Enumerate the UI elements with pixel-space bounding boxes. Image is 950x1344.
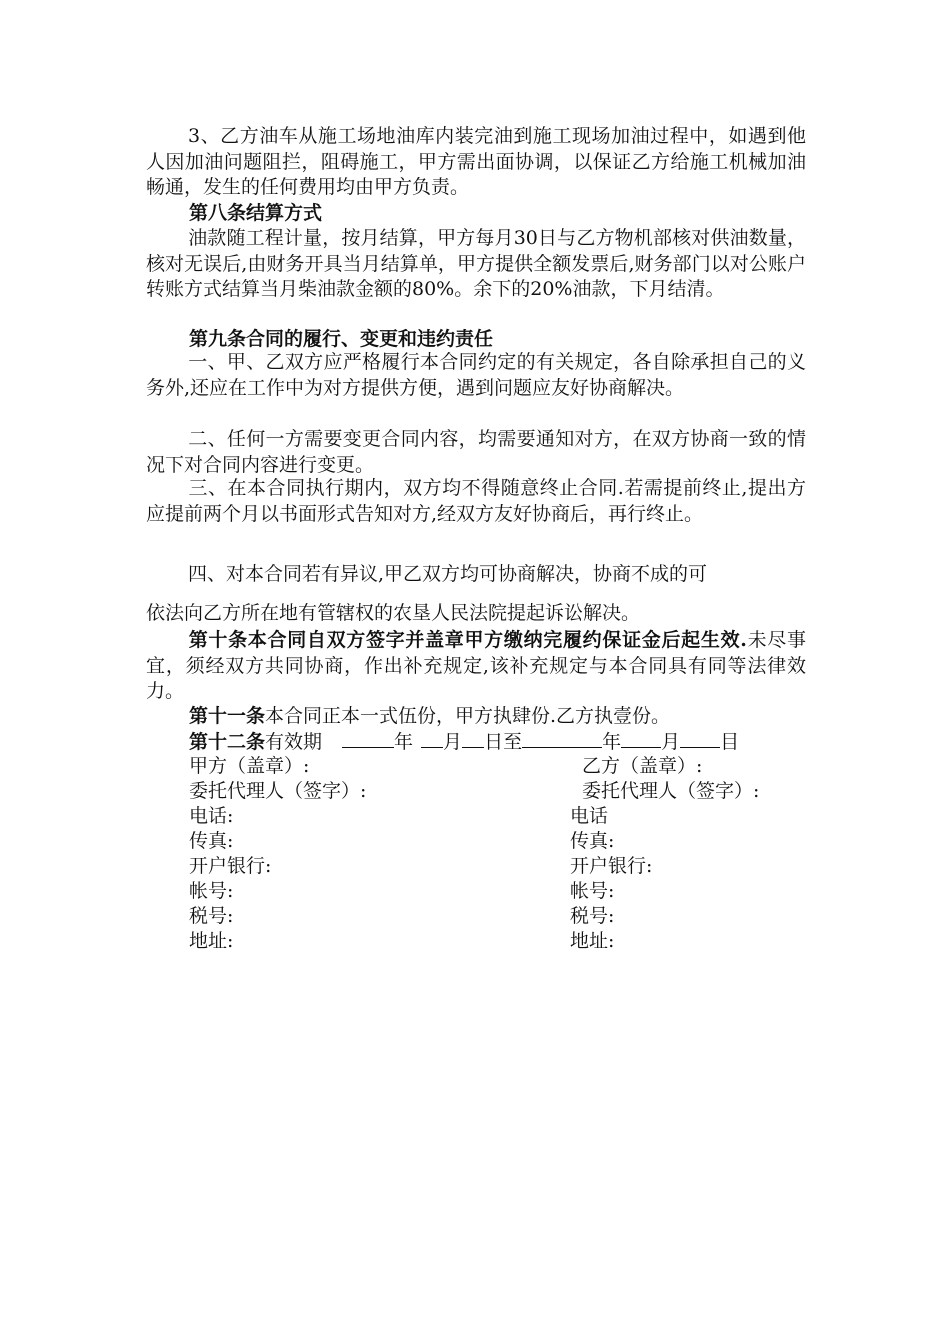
paragraph-article-12: 第十二条有效期 年 月 日至 年 月 目 [189, 731, 740, 753]
party-b-tax: 税号: [570, 905, 615, 927]
party-b-account: 帐号: [570, 880, 615, 902]
blank-end-day[interactable] [680, 729, 720, 748]
party-a-phone: 电话: [189, 805, 234, 827]
party-b-phone: 电话 [570, 805, 609, 827]
blank-start-month[interactable] [421, 729, 443, 748]
paragraph-performance-3: 三、在本合同执行期内，双方均不得随意终止合同.若需提前终止,提出方应提前两个月以书面形式告知对方,经双方友好协商后，再行终止。 [146, 477, 806, 525]
paragraph-dispute-line1: 四、对本合同若有异议,甲乙双方均可协商解决，协商不成的可 [188, 563, 708, 585]
party-a-seal: 甲方（盖章）: [189, 755, 310, 777]
party-a-fax: 传真: [189, 830, 234, 852]
party-b-address: 地址: [570, 930, 615, 952]
paragraph-settlement: 油款随工程计量，按月结算，甲方每月30日与乙方物机部核对供油数量，核对无误后,由财务开具当月结算单，甲方提供全额发票后,财务部门以对公账户转账方式结算当月柴油款金额的80%。余下的20%油款，下月结清。 [146, 227, 806, 300]
article-9-heading: 第九条合同的履行、变更和违约责任 [189, 328, 494, 350]
article-11-heading: 第十一条 [189, 705, 266, 727]
party-b-agent: 委托代理人（签字）: [582, 780, 760, 802]
paragraph-article-11: 第十一条本合同正本一式伍份，甲方执肆份.乙方执壹份。 [189, 705, 671, 727]
party-a-tax: 税号: [189, 905, 234, 927]
party-a-agent: 委托代理人（签字）: [189, 780, 367, 802]
paragraph-performance-1: 一、甲、乙双方应严格履行本合同约定的有关规定，各自除承担自己的义务外,还应在工作中为对方提供方便，遇到问题应友好协商解决。 [146, 351, 806, 399]
party-b-fax: 传真: [570, 830, 615, 852]
paragraph-performance-2: 二、任何一方需要变更合同内容，均需要通知对方，在双方协商一致的情况下对合同内容进行变更。 [146, 428, 806, 476]
blank-start-year[interactable] [342, 729, 394, 748]
blank-end-month[interactable] [621, 729, 661, 748]
blank-end-year[interactable] [522, 729, 602, 748]
blank-start-day[interactable] [462, 729, 484, 748]
paragraph-clause-3: 3、乙方油车从施工场地油库内装完油到施工现场加油过程中，如遇到他人因加油问题阻拦，阻碍施工，甲方需出面协调，以保证乙方给施工机械加油畅通，发生的任何费用均由甲方负责。 [146, 125, 806, 198]
article-12-heading: 第十二条 [189, 731, 266, 753]
paragraph-article-10: 第十条本合同自双方签字并盖章甲方缴纳完履约保证金后起生效.未尽事宜，须经双方共同协商，作出补充规定,该补充规定与本合同具有同等法律效力。 [146, 629, 806, 702]
article-8-heading: 第八条结算方式 [189, 202, 323, 224]
party-b-bank: 开户银行: [570, 855, 653, 877]
party-a-account: 帐号: [189, 880, 234, 902]
party-b-seal: 乙方（盖章）: [582, 755, 703, 777]
party-a-bank: 开户银行: [189, 855, 272, 877]
paragraph-dispute-line2: 依法向乙方所在地有管辖权的农垦人民法院提起诉讼解决。 [146, 602, 641, 624]
article-10-heading: 第十条本合同自双方签字并盖章甲方缴纳完履约保证金后起生效. [188, 629, 747, 651]
party-a-address: 地址: [189, 930, 234, 952]
